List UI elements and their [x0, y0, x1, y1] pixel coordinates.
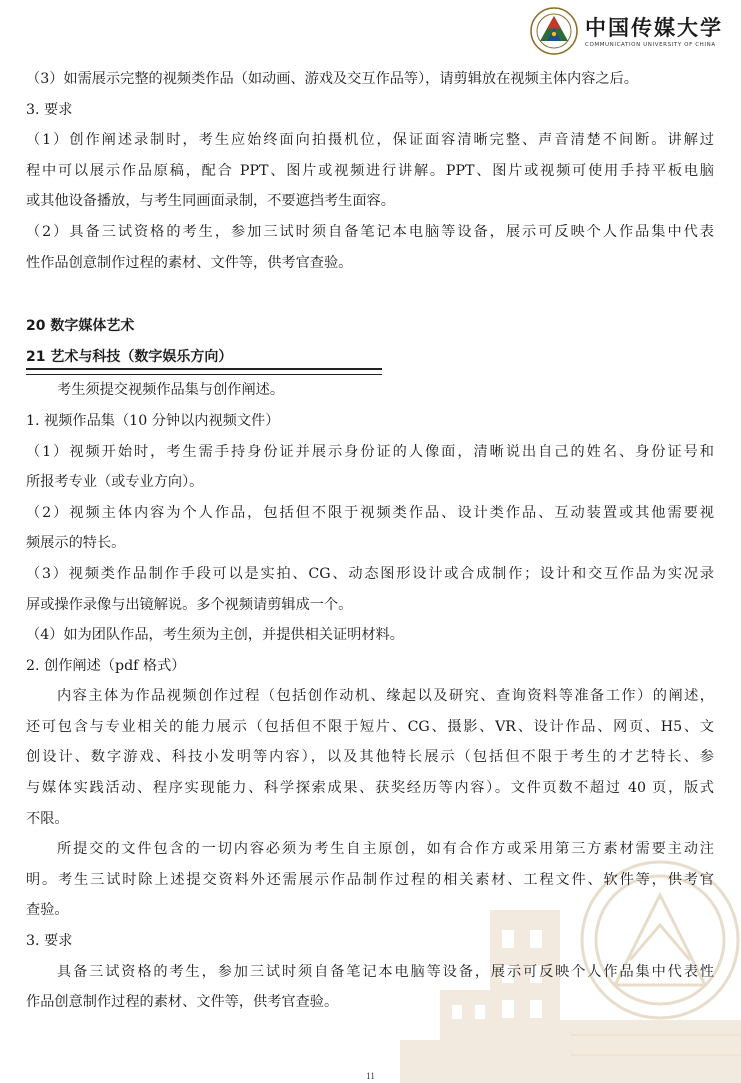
final-requirement-line-2: 作品创意制作过程的素材、文件等，供考官查验。 [26, 994, 339, 1011]
item-3-line-2: 屏或操作录像与出镜解说。多个视频请剪辑成一个。 [26, 596, 353, 613]
item-2-line-1: （2）视频主体内容为个人作品，包括但不限于视频类作品、设计类作品、互动装置或其他需要视 [26, 504, 714, 521]
heading-20: 20 数字媒体艺术 [26, 318, 135, 335]
requirement-2-line-2: 性作品创意制作过程的素材、文件等，供考官查验。 [26, 254, 353, 271]
heading-21: 21 艺术与科技（数字娱乐方向） [26, 348, 233, 365]
part-1-title: 1. 视频作品集（10 分钟以内视频文件） [26, 412, 280, 429]
description-1-line-5: 不限。 [26, 810, 69, 827]
description-1-line-2: 还可包含与专业相关的能力展示（包括但不限于短片、CG、摄影、VR、设计作品、网页、H5、文 [26, 718, 714, 735]
description-2-line-1: 所提交的文件包含的一切内容必须为考生自主原创，如有合作方或采用第三方素材需要主动注 [57, 841, 714, 858]
description-1-line-1: 内容主体为作品视频创作过程（包括创作动机、缘起以及研究、查询资料等准备工作）的阐述， [57, 688, 714, 705]
final-requirement-line-1: 具备三试资格的考生，参加三试时须自备笔记本电脑等设备，展示可反映个人作品集中代表性 [57, 963, 714, 980]
description-1-line-3: 创设计、数字游戏、科技小发明等内容），以及其他特长展示（包括但不限于考生的才艺特长、参 [26, 749, 714, 766]
intro-text: 考生须提交视频作品集与创作阐述。 [57, 382, 285, 399]
part-3-title: 3. 要求 [26, 933, 73, 950]
description-1-line-4: 与媒体实践活动、程序实现能力、科学探索成果、获奖经历等内容）。文件页数不超过 40 页，版式 [26, 780, 714, 797]
university-seal-icon [529, 6, 579, 56]
requirement-1-line-1: （1）创作阐述录制时，考生应始终面向拍摄机位，保证面容清晰完整、声音清楚不间断。讲解过 [26, 132, 714, 149]
paragraph-item-3: （3）如需展示完整的视频类作品（如动画、游戏及交互作品等），请剪辑放在视频主体内容之后。 [26, 71, 638, 87]
item-1-line-1: （1）视频开始时，考生需手持身份证并展示身份证的人像面，清晰说出自己的姓名、身份证号和 [26, 443, 714, 460]
university-name-cn: 中国传媒大学 [585, 15, 723, 40]
item-3-line-1: （3）视频类作品制作手段可以是实拍、CG、动态图形设计或合成制作；设计和交互作品为实况录 [26, 565, 714, 582]
requirements-title: 3. 要求 [26, 101, 73, 118]
description-2-line-2: 明。考生三试时除上述提交资料外还需展示作品制作过程的相关素材、工程文件、软件等，供考官 [26, 871, 714, 888]
requirement-1-line-2: 程中可以展示作品原稿，配合 PPT、图片或视频进行讲解。PPT、图片或视频可使用手持平板电脑 [26, 162, 714, 179]
page-body [26, 64, 714, 1018]
description-2-line-3: 查验。 [26, 902, 69, 919]
university-name-en: COMMUNICATION UNIVERSITY OF CHINA [585, 42, 716, 48]
item-2-line-2: 频展示的特长。 [26, 535, 126, 552]
university-logo [529, 6, 729, 54]
item-4: （4）如为团队作品，考生须为主创，并提供相关证明材料。 [26, 627, 404, 644]
part-2-title: 2. 创作阐述（pdf 格式） [26, 657, 186, 674]
requirement-2-line-1: （2）具备三试资格的考生，参加三试时须自备笔记本电脑等设备，展示可反映个人作品集中代表 [26, 223, 714, 240]
item-1-line-2: 所报考专业（或专业方向）。 [26, 474, 204, 491]
requirement-1-line-3: 或其他设备播放，与考生同画面录制，不要遮挡考生面容。 [26, 193, 395, 210]
page-number: 11 [366, 1071, 375, 1081]
